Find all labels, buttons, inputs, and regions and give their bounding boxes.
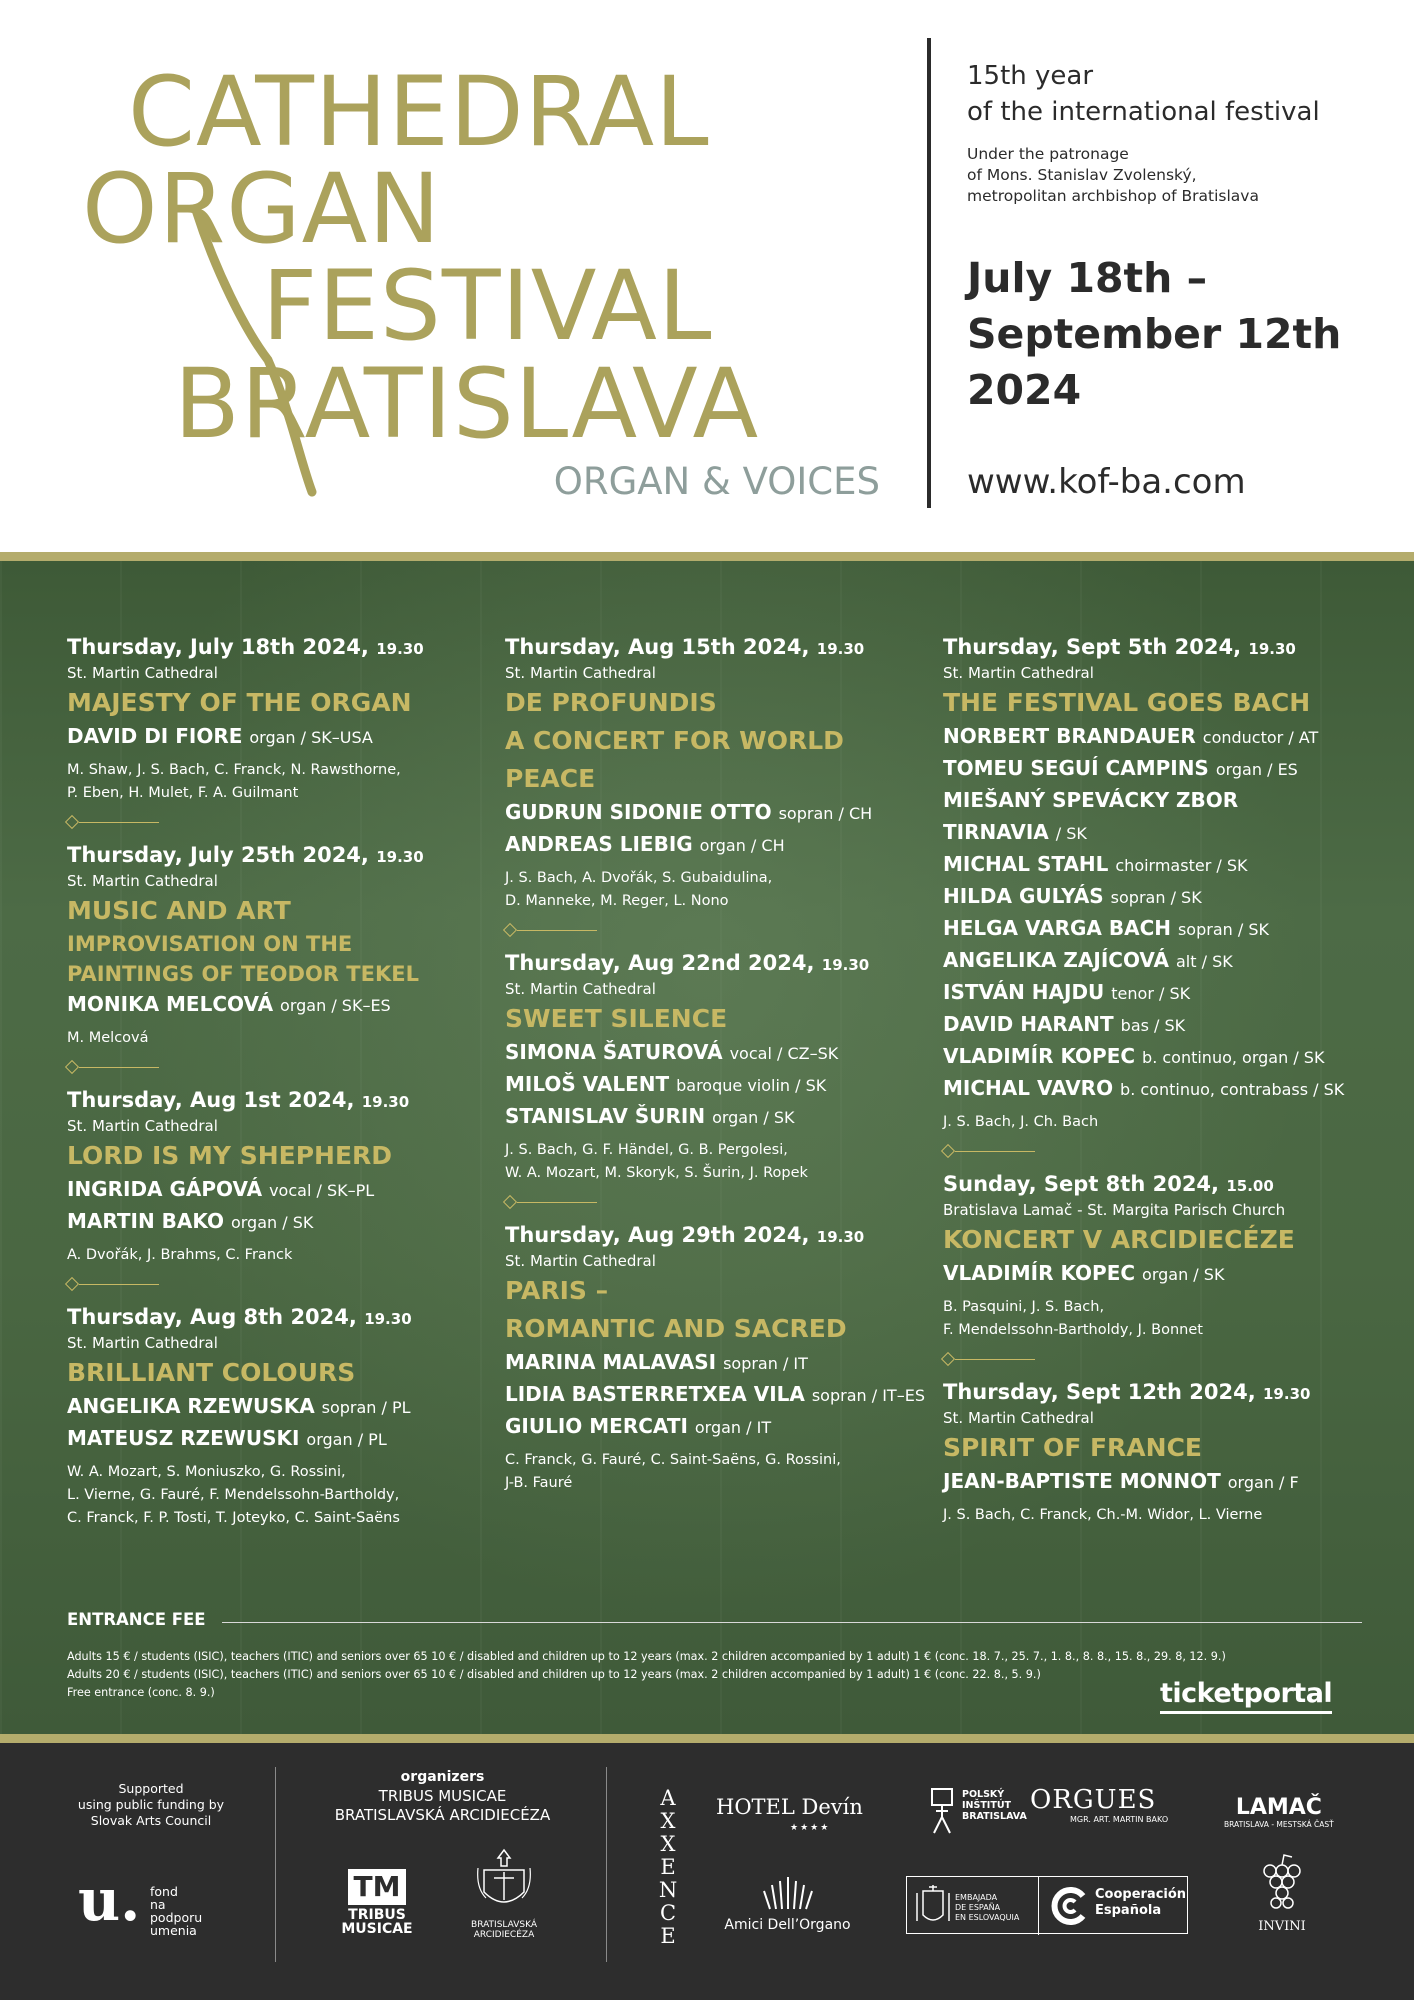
event-date-text: Thursday, Aug 22nd 2024, <box>505 951 815 975</box>
embajada-line: EN ESLOVAQUIA <box>955 1913 1020 1922</box>
title-line-organ: ORGAN <box>82 153 442 265</box>
arcidieceza-line: BRATISLAVSKÁ <box>471 1920 537 1930</box>
composers <box>943 1111 1363 1134</box>
performer-name: MICHAL STAHL <box>943 852 1109 876</box>
axxence-letter: C <box>659 1901 677 1925</box>
event-title: SPIRIT OF FRANCE <box>943 1433 1202 1462</box>
axxence-letter: X <box>660 1809 676 1833</box>
performer-role: sopran / PL <box>321 1398 411 1417</box>
performer-name: NORBERT BRANDAUER <box>943 724 1196 748</box>
axxence-letter: E <box>660 1924 676 1948</box>
event-date <box>505 633 925 663</box>
performer-role: sopran / SK <box>1110 888 1202 907</box>
composer-line: J. S. Bach, C. Franck, Ch.-M. Widor, L. Vierne <box>943 1507 1263 1523</box>
event-date-text: Thursday, Aug 8th 2024, <box>67 1305 357 1329</box>
event-time: 19.30 <box>821 956 870 974</box>
performer-name: MILOŠ VALENT <box>505 1072 670 1096</box>
event-title: LORD IS MY SHEPHERD <box>67 1141 393 1170</box>
performer-name: MATEUSZ RZEWUSKI <box>67 1426 300 1450</box>
event-venue: St. Martin Cathedral <box>943 1409 1094 1427</box>
orgues-atelier-logo <box>1030 1785 1168 1824</box>
event-time: 19.30 <box>364 1310 412 1328</box>
performer <box>505 1101 925 1133</box>
performer-name: TIRNAVIA <box>943 820 1049 844</box>
website-url[interactable]: www.kof-ba.com <box>967 462 1246 502</box>
event-venue: Bratislava Lamač - St. Margita Parisch Church <box>943 1201 1286 1219</box>
dates-line: July 18th – <box>967 254 1208 302</box>
performer-name: DAVID DI FIORE <box>67 724 243 748</box>
diamond-ornament-icon <box>503 923 517 937</box>
performer <box>67 1206 487 1238</box>
concert-event <box>943 633 1363 1158</box>
event-date-text: Thursday, Sept 12th 2024, <box>943 1380 1256 1404</box>
embajada-line: DE ESPAÑA <box>955 1903 1001 1912</box>
festival-subtitle: ORGAN & VOICES <box>553 460 880 503</box>
public-funding-note <box>58 1781 244 1829</box>
event-venue: St. Martin Cathedral <box>67 872 218 890</box>
performer <box>943 1073 1363 1105</box>
axxence-logo <box>654 1787 682 1948</box>
fund-line: na podporu <box>150 1897 203 1925</box>
separator-line <box>517 1202 597 1203</box>
event-time: 19.30 <box>1248 640 1296 658</box>
composer-line: M. Melcová <box>67 1030 149 1046</box>
program-band <box>0 552 1414 1743</box>
header-divider <box>927 38 931 508</box>
performer-role: organ / F <box>1227 1473 1299 1492</box>
event-time: 19.30 <box>1263 1385 1311 1403</box>
organizers-list <box>275 1787 610 1825</box>
event-date <box>943 1170 1363 1200</box>
performer-role: b. continuo, organ / SK <box>1142 1048 1325 1067</box>
performer <box>943 913 1363 945</box>
performer-role: organ / SK <box>230 1213 314 1232</box>
orgues-text: ORGUES <box>1030 1785 1157 1815</box>
separator-line <box>517 930 597 931</box>
performer-name: MARTIN BAKO <box>67 1209 224 1233</box>
performer-role: vocal / CZ–SK <box>729 1044 839 1063</box>
performer <box>943 721 1363 753</box>
support-line: using public funding by <box>77 1797 225 1812</box>
event-title: DE PROFUNDIS <box>505 688 717 717</box>
invini-logo <box>1250 1853 1314 1934</box>
performer <box>943 945 1363 977</box>
support-line: Supported <box>118 1781 184 1796</box>
patronage-line: of Mons. Stanislav Zvolenský, <box>967 166 1197 184</box>
embajada-text <box>955 1893 1019 1923</box>
lamac-logo <box>1224 1795 1334 1829</box>
embajada-cooperacion-logo <box>906 1876 1188 1934</box>
entrance-fee-rule <box>222 1622 1362 1623</box>
event-venue: St. Martin Cathedral <box>505 980 656 998</box>
performer-name: LIDIA BASTERRETXEA VILA <box>505 1382 805 1406</box>
amici-dell-organo-logo <box>720 1873 855 1933</box>
amici-text: Amici Dell’Organo <box>724 1917 851 1933</box>
polsky-institut-icon <box>930 1787 958 1835</box>
performer-name: SIMONA ŠATUROVÁ <box>505 1040 723 1064</box>
composers <box>67 1244 487 1267</box>
axxence-letter: E <box>660 1855 676 1879</box>
diamond-ornament-icon <box>65 1277 79 1291</box>
event-venue: St. Martin Cathedral <box>505 1252 656 1270</box>
arcidieceza-line: ARCIDIECÉZA <box>473 1930 535 1940</box>
performer-name: MIEŠANÝ SPEVÁCKY ZBOR <box>943 788 1239 812</box>
concert-event <box>67 1303 487 1530</box>
composer-line: D. Manneke, M. Reger, L. Nono <box>505 893 729 909</box>
composer-line: C. Franck, G. Fauré, C. Saint-Saëns, G. Rossini, <box>505 1452 841 1468</box>
performer <box>943 817 1363 849</box>
concert-event <box>505 949 925 1209</box>
event-title: KONCERT V ARCIDIECÉZE <box>943 1225 1295 1254</box>
composer-line: J. S. Bach, J. Ch. Bach <box>943 1114 1099 1130</box>
title-line-bratislava: BRATISLAVA <box>174 348 760 460</box>
performer <box>943 1466 1363 1498</box>
tm-line: MUSICAE <box>341 1921 413 1937</box>
composers <box>505 1139 925 1185</box>
orgues-subtext: MGR. ART. MARTIN BAKO <box>1070 1815 1169 1824</box>
performer <box>943 1258 1363 1290</box>
event-date <box>505 949 925 979</box>
event-separator <box>505 1195 925 1209</box>
event-separator <box>67 1060 487 1074</box>
event-date-text: Thursday, Aug 29th 2024, <box>505 1223 810 1247</box>
patronage-text <box>967 144 1259 207</box>
performer-role: organ / SK <box>712 1108 795 1127</box>
performer-name: TOMEU SEGUÍ CAMPINS <box>943 756 1209 780</box>
event-title: PEACE <box>505 764 596 793</box>
performer <box>505 1379 925 1411</box>
performer-role: sopran / SK <box>1177 920 1269 939</box>
support-line: Slovak Arts Council <box>90 1813 212 1828</box>
event-title: MUSIC AND ART <box>67 896 291 925</box>
cooperacion-line: Cooperación <box>1095 1887 1187 1902</box>
performer-role: organ / SK–USA <box>249 728 373 747</box>
concert-event <box>505 1221 925 1495</box>
title-swash-ornament <box>0 0 400 520</box>
organizers-heading: organizers <box>400 1769 485 1785</box>
separator-line <box>955 1359 1035 1360</box>
composer-line: C. Franck, F. P. Tosti, T. Joteyko, C. Saint-Saëns <box>67 1510 400 1526</box>
event-date <box>67 841 487 871</box>
performer-role: organ / ES <box>1215 760 1298 779</box>
composers <box>943 1504 1363 1527</box>
composers <box>505 1449 925 1495</box>
fee-line: Free entrance (conc. 8. 9.) <box>67 1686 215 1699</box>
edition-line: 15th year <box>967 61 1094 91</box>
tm-text <box>338 1908 416 1936</box>
performer-role: vocal / SK–PL <box>269 1181 375 1200</box>
entrance-fee-text <box>67 1648 1226 1702</box>
event-date <box>67 1303 487 1333</box>
performer <box>505 1069 925 1101</box>
entrance-fee-heading: ENTRANCE FEE <box>67 1610 206 1629</box>
axxence-letter: N <box>658 1878 678 1902</box>
performer-role: organ / SK–ES <box>280 996 391 1015</box>
concert-event <box>505 633 925 937</box>
performer-name: INGRIDA GÁPOVÁ <box>67 1177 263 1201</box>
event-time: 19.30 <box>376 640 424 658</box>
performer <box>505 797 925 829</box>
event-date <box>943 1378 1363 1408</box>
event-date-text: Thursday, July 18th 2024, <box>67 635 369 659</box>
ticketportal-logo[interactable]: ticketportal <box>1160 1679 1332 1714</box>
composer-line: M. Shaw, J. S. Bach, C. Franck, N. Rawsthorne, <box>67 762 401 778</box>
grape-icon <box>1254 1853 1310 1915</box>
embajada-line: EMBAJADA <box>955 1893 998 1902</box>
composer-line: W. A. Mozart, S. Moniuszko, G. Rossini, <box>67 1464 346 1480</box>
composer-line: A. Dvořák, J. Brahms, C. Franck <box>67 1247 293 1263</box>
fee-line: Adults 20 € / students (ISIC), teachers (ITIC) and seniors over 65 10 € / disabled and children up to 12 years (max. 2 children accompanied by 1 adult) 1 € (conc. 22. 8., 5. 9.) <box>67 1668 1041 1681</box>
performer <box>943 1009 1363 1041</box>
performer-name: MONIKA MELCOVÁ <box>67 992 274 1016</box>
performer-role: organ / IT <box>694 1418 772 1437</box>
event-date-text: Thursday, Sept 5th 2024, <box>943 635 1242 659</box>
fee-line: Adults 15 € / students (ISIC), teachers (ITIC) and seniors over 65 10 € / disabled and children up to 12 years (max. 2 children accompanied by 1 adult) 1 € (conc. 18. 7., 25. 7., 1. 8., 8. 8., 15. 8., 29. 8, 12. 9.) <box>67 1650 1226 1663</box>
fund-logo-mark: u. <box>78 1866 141 1934</box>
lamac-subtext: BRATISLAVA - MESTSKÁ ČASŤ <box>1224 1820 1334 1829</box>
patronage-line: metropolitan archbishop of Bratislava <box>967 187 1259 205</box>
spain-coat-of-arms-icon <box>913 1881 953 1931</box>
performer-name: HELGA VARGA BACH <box>943 916 1171 940</box>
performer-role: sopran / CH <box>778 804 873 823</box>
event-title: THE FESTIVAL GOES BACH <box>943 688 1311 717</box>
performer-name: STANISLAV ŠURIN <box>505 1104 706 1128</box>
event-venue: St. Martin Cathedral <box>505 664 656 682</box>
dates-line: 2024 <box>967 366 1082 414</box>
performer-name: ANGELIKA ZAJÍCOVÁ <box>943 948 1170 972</box>
event-title: SWEET SILENCE <box>505 1004 728 1033</box>
event-separator <box>943 1144 1363 1158</box>
event-venue: St. Martin Cathedral <box>67 1117 218 1135</box>
festival-edition <box>967 58 1320 130</box>
event-date <box>67 633 487 663</box>
arcidieceza-logo <box>464 1848 544 1940</box>
polsky-institut-logo <box>930 1787 1027 1839</box>
composer-line: J. S. Bach, A. Dvořák, S. Gubaidulina, <box>505 870 773 886</box>
event-date <box>505 1221 925 1251</box>
composer-line: J-B. Fauré <box>505 1475 573 1491</box>
composers <box>67 1461 487 1530</box>
coat-of-arms-icon <box>474 1848 534 1914</box>
composers <box>505 867 925 913</box>
embajada-divider <box>1038 1877 1039 1935</box>
event-time: 19.30 <box>361 1093 410 1111</box>
cooperacion-icon <box>1049 1886 1089 1926</box>
concert-event <box>943 1378 1363 1527</box>
tm-mark: TM <box>348 1869 407 1905</box>
performer <box>67 721 487 753</box>
performer-role: / SK <box>1055 824 1087 843</box>
event-title: A CONCERT FOR WORLD <box>505 726 844 755</box>
concert-event <box>67 841 487 1074</box>
diamond-ornament-icon <box>941 1144 955 1158</box>
footer-divider <box>606 1767 607 1962</box>
performer-role: choirmaster / SK <box>1115 856 1248 875</box>
arcidieceza-text <box>464 1920 544 1940</box>
polsky-line: INŠTITÚT <box>962 1800 1012 1811</box>
event-separator <box>67 1277 487 1291</box>
performer-role: conductor / AT <box>1202 728 1319 747</box>
polsky-institut-text <box>962 1789 1027 1822</box>
performer-role: bas / SK <box>1120 1016 1186 1035</box>
event-title: BRILLIANT COLOURS <box>67 1358 356 1387</box>
poster-header <box>0 0 1414 552</box>
event-separator <box>943 1352 1363 1366</box>
composer-line: J. S. Bach, G. F. Händel, G. B. Pergolesi, <box>505 1142 788 1158</box>
event-venue: St. Martin Cathedral <box>943 664 1094 682</box>
concert-event <box>67 633 487 829</box>
hotel-stars: ★★★★ <box>790 1823 831 1833</box>
performer <box>67 1174 487 1206</box>
composer-line: B. Pasquini, J. S. Bach, <box>943 1299 1105 1315</box>
title-line-festival: FESTIVAL <box>262 250 713 362</box>
composer-line: L. Vierne, G. Fauré, F. Mendelssohn-Bartholdy, <box>67 1487 400 1503</box>
event-separator <box>67 815 487 829</box>
event-subtitle: IMPROVISATION ON THE <box>67 932 353 956</box>
event-title: ROMANTIC AND SACRED <box>505 1314 847 1343</box>
lamac-text: LAMAČ <box>1235 1795 1322 1820</box>
performer <box>67 1423 487 1455</box>
performer-name: GIULIO MERCATI <box>505 1414 688 1438</box>
composers <box>67 759 487 805</box>
performer-name: ISTVÁN HAJDU <box>943 980 1105 1004</box>
event-venue: St. Martin Cathedral <box>67 664 218 682</box>
performer-name: MARINA MALAVASI <box>505 1350 717 1374</box>
performer <box>943 881 1363 913</box>
performer-name: DAVID HARANT <box>943 1012 1114 1036</box>
organ-pipes-icon <box>758 1873 818 1913</box>
composers <box>943 1296 1363 1342</box>
performer-name: ANGELIKA RZEWUSKA <box>67 1394 315 1418</box>
cooperacion-text <box>1095 1887 1186 1919</box>
performer-name: JEAN-BAPTISTE MONNOT <box>943 1469 1221 1493</box>
performer <box>67 989 487 1021</box>
performer-role: sopran / IT <box>723 1354 808 1373</box>
event-subtitle: PAINTINGS OF TEODOR TEKEL <box>67 962 419 986</box>
performer-name: VLADIMÍR KOPEC <box>943 1261 1136 1285</box>
tm-line: TRIBUS <box>348 1907 406 1923</box>
performer <box>505 1411 925 1443</box>
axxence-letter: X <box>660 1832 676 1856</box>
axxence-letter: A <box>660 1786 676 1810</box>
performer <box>943 785 1363 817</box>
performer-role: baroque violin / SK <box>676 1076 827 1095</box>
performer-role: sopran / IT–ES <box>811 1386 925 1405</box>
sponsor-footer <box>0 1743 1414 2000</box>
composers <box>67 1027 487 1050</box>
performer-name: VLADIMÍR KOPEC <box>943 1044 1136 1068</box>
performer <box>505 829 925 861</box>
separator-line <box>955 1151 1035 1152</box>
performer-role: tenor / SK <box>1111 984 1191 1003</box>
polsky-line: POLSKÝ <box>962 1789 1005 1800</box>
event-date-text: Thursday, Aug 1st 2024, <box>67 1088 355 1112</box>
fund-line: umenia <box>150 1923 197 1938</box>
edition-line: of the international festival <box>967 97 1320 127</box>
diamond-ornament-icon <box>65 1060 79 1074</box>
performer-name: MICHAL VAVRO <box>943 1076 1114 1100</box>
fund-line: fond <box>150 1884 178 1899</box>
performer-role: organ / PL <box>306 1430 387 1449</box>
fund-logo-text <box>150 1885 202 1937</box>
event-time: 19.30 <box>816 640 865 658</box>
festival-dates <box>967 250 1341 418</box>
event-date <box>67 1086 487 1116</box>
separator-line <box>79 1067 159 1068</box>
dates-line: September 12th <box>967 310 1342 358</box>
organizer-name: BRATISLAVSKÁ ARCIDIECÉZA <box>334 1806 551 1824</box>
title-line-cathedral: CATHEDRAL <box>128 56 710 168</box>
polsky-line: BRATISLAVA <box>962 1811 1027 1822</box>
diamond-ornament-icon <box>941 1352 955 1366</box>
composer-line: F. Mendelssohn-Bartholdy, J. Bonnet <box>943 1322 1203 1338</box>
event-venue: St. Martin Cathedral <box>67 1334 218 1352</box>
concert-event <box>943 1170 1363 1366</box>
performer <box>943 977 1363 1009</box>
patronage-line: Under the patronage <box>967 145 1129 163</box>
performer <box>505 1037 925 1069</box>
performer-role: alt / SK <box>1176 952 1233 971</box>
event-title: MAJESTY OF THE ORGAN <box>67 688 412 717</box>
event-separator <box>505 923 925 937</box>
performer <box>67 1391 487 1423</box>
performer <box>943 849 1363 881</box>
program-column-3 <box>943 633 1363 1527</box>
event-date-text: Thursday, Aug 15th 2024, <box>505 635 810 659</box>
organizer-name: TRIBUS MUSICAE <box>378 1787 507 1805</box>
performer-role: organ / SK <box>1142 1265 1225 1284</box>
program-column-2 <box>505 633 925 1495</box>
cooperacion-line: Española <box>1095 1903 1162 1918</box>
event-time: 19.30 <box>816 1228 865 1246</box>
tribus-musicae-logo <box>338 1869 416 1936</box>
concert-event <box>67 1086 487 1291</box>
hotel-devin-logo: HOTEL Devín <box>716 1795 863 1819</box>
event-date-text: Thursday, July 25th 2024, <box>67 843 369 867</box>
performer-name: ANDREAS LIEBIG <box>505 832 693 856</box>
performer <box>943 1041 1363 1073</box>
event-title: PARIS – <box>505 1276 609 1305</box>
separator-line <box>79 822 159 823</box>
event-time: 15.00 <box>1226 1177 1274 1195</box>
diamond-ornament-icon <box>65 815 79 829</box>
performer-role: b. continuo, contrabass / SK <box>1120 1080 1345 1099</box>
performer-name: HILDA GULYÁS <box>943 884 1104 908</box>
performer-name: GUDRUN SIDONIE OTTO <box>505 800 772 824</box>
diamond-ornament-icon <box>503 1195 517 1209</box>
event-time: 19.30 <box>376 848 424 866</box>
composer-line: P. Eben, H. Mulet, F. A. Guilmant <box>67 785 299 801</box>
event-date-text: Sunday, Sept 8th 2024, <box>943 1172 1220 1196</box>
performer <box>943 753 1363 785</box>
invini-text: INVINI <box>1258 1919 1306 1934</box>
performer <box>505 1347 925 1379</box>
separator-line <box>79 1284 159 1285</box>
event-date <box>943 633 1363 663</box>
performer-role: organ / CH <box>699 836 785 855</box>
composer-line: W. A. Mozart, M. Skoryk, S. Šurin, J. Ropek <box>505 1165 808 1181</box>
program-column-1 <box>67 633 487 1530</box>
